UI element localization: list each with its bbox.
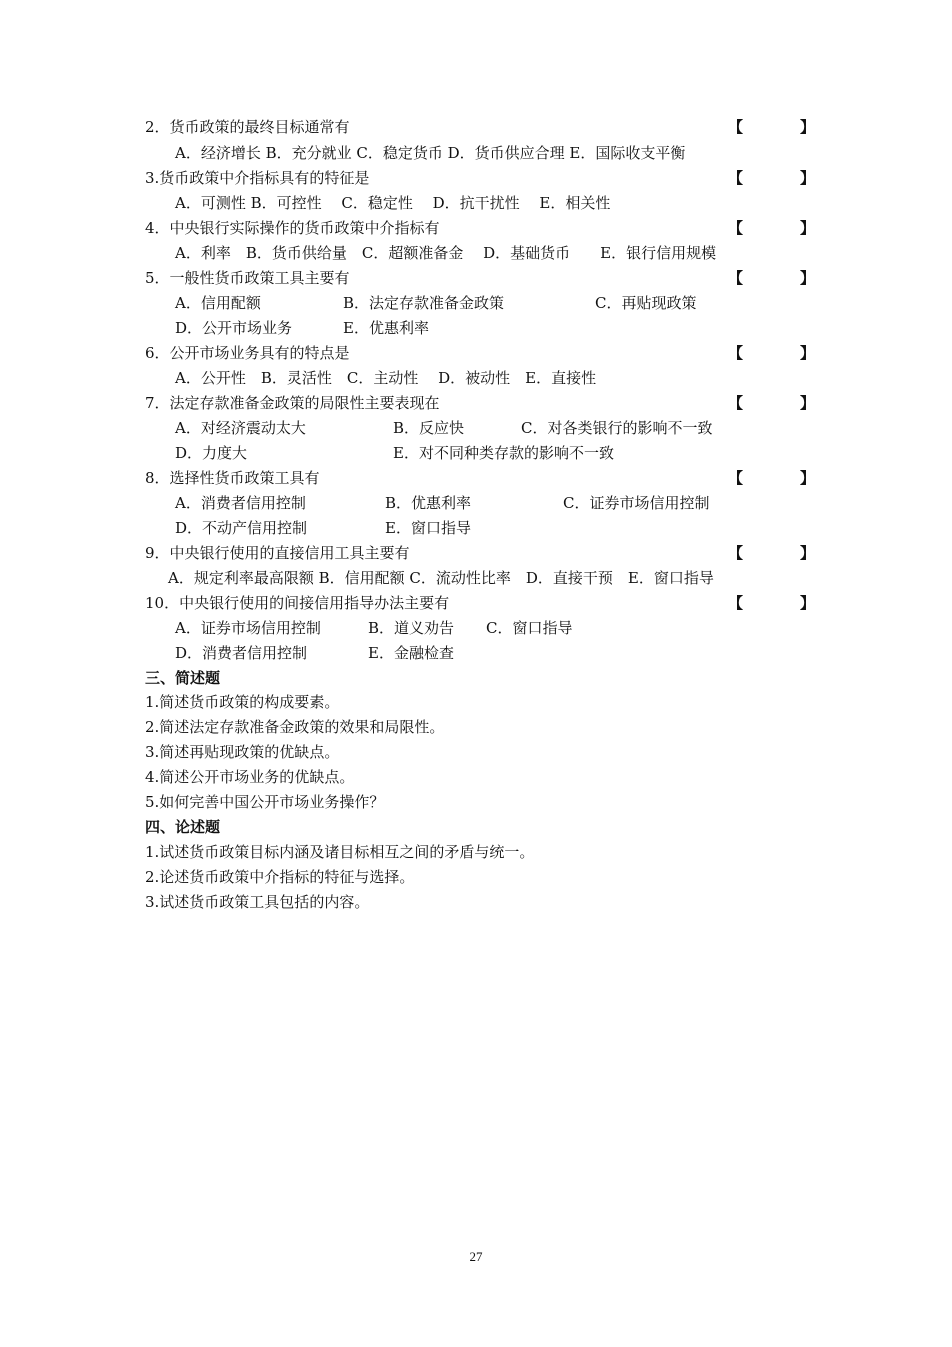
section-heading: 三、简述题 bbox=[145, 669, 221, 687]
option-a: A．信用配额 bbox=[175, 294, 261, 312]
answer-bracket-left: 【 bbox=[728, 594, 744, 612]
option-a: A．消费者信用控制 bbox=[175, 494, 306, 512]
answer-bracket-right: 】 bbox=[800, 118, 816, 136]
question-options: A．经济增长 B．充分就业 C．稳定货币 D．货币供应合理 E．国际收支平衡 bbox=[175, 144, 686, 162]
answer-bracket-right: 】 bbox=[800, 394, 816, 412]
question-options: A．可测性 B．可控性 C．稳定性 D．抗干扰性 E．相关性 bbox=[175, 194, 611, 212]
option-c: C．证券市场信用控制 bbox=[563, 494, 710, 512]
question-stem: 5．一般性货币政策工具主要有 bbox=[145, 269, 350, 287]
answer-bracket-right: 】 bbox=[800, 169, 816, 187]
answer-bracket-right: 】 bbox=[800, 269, 816, 287]
option-d: D．不动产信用控制 bbox=[175, 519, 308, 537]
answer-bracket-left: 【 bbox=[728, 394, 744, 412]
answer-bracket-right: 】 bbox=[800, 544, 816, 562]
answer-bracket-right: 】 bbox=[800, 594, 816, 612]
essay-item: 2.论述货币政策中介指标的特征与选择。 bbox=[145, 868, 415, 886]
answer-bracket-left: 【 bbox=[728, 544, 744, 562]
question-stem: 4．中央银行实际操作的货币政策中介指标有 bbox=[145, 219, 440, 237]
option-e: E．窗口指导 bbox=[385, 519, 471, 537]
question-stem: 2．货币政策的最终目标通常有 bbox=[145, 118, 350, 136]
answer-bracket-right: 】 bbox=[800, 344, 816, 362]
question-stem: 10．中央银行使用的间接信用指导办法主要有 bbox=[145, 594, 450, 612]
answer-bracket-left: 【 bbox=[728, 118, 744, 136]
short-answer-item: 2.简述法定存款准备金政策的效果和局限性。 bbox=[145, 718, 445, 736]
essay-item: 3.试述货币政策工具包括的内容。 bbox=[145, 893, 370, 911]
section-heading: 四、论述题 bbox=[145, 818, 221, 836]
option-b: B．法定存款准备金政策 bbox=[343, 294, 505, 312]
question-stem: 7．法定存款准备金政策的局限性主要表现在 bbox=[145, 394, 440, 412]
essay-item: 1.试述货币政策目标内涵及诸目标相互之间的矛盾与统一。 bbox=[145, 843, 535, 861]
answer-bracket-right: 】 bbox=[800, 219, 816, 237]
option-e: E．对不同种类存款的影响不一致 bbox=[393, 444, 614, 462]
option-e: E．金融检查 bbox=[368, 644, 454, 662]
short-answer-item: 1.简述货币政策的构成要素。 bbox=[145, 693, 340, 711]
question-stem: 9．中央银行使用的直接信用工具主要有 bbox=[145, 544, 410, 562]
question-options: A．利率 B．货币供给量 C．超额准备金 D．基础货币 E．银行信用规模 bbox=[175, 244, 717, 262]
short-answer-item: 4.简述公开市场业务的优缺点。 bbox=[145, 768, 355, 786]
short-answer-item: 5.如何完善中国公开市场业务操作？ bbox=[145, 793, 385, 811]
option-d: D．消费者信用控制 bbox=[175, 644, 308, 662]
option-a: A．对经济震动太大 bbox=[175, 419, 306, 437]
option-d: D．力度大 bbox=[175, 444, 248, 462]
answer-bracket-left: 【 bbox=[728, 344, 744, 362]
answer-bracket-right: 】 bbox=[800, 469, 816, 487]
short-answer-item: 3.简述再贴现政策的优缺点。 bbox=[145, 743, 340, 761]
option-a: A．证券市场信用控制 bbox=[175, 619, 321, 637]
option-b: B．优惠利率 bbox=[385, 494, 472, 512]
option-e: E．优惠利率 bbox=[343, 319, 429, 337]
question-options: A．公开性 B．灵活性 C．主动性 D．被动性 E．直接性 bbox=[175, 369, 597, 387]
question-stem: 8．选择性货币政策工具有 bbox=[145, 469, 320, 487]
question-stem: 3.货币政策中介指标具有的特征是 bbox=[145, 169, 370, 187]
option-b: B．道义劝告 bbox=[368, 619, 455, 637]
option-c: C．窗口指导 bbox=[486, 619, 573, 637]
answer-bracket-left: 【 bbox=[728, 169, 744, 187]
answer-bracket-left: 【 bbox=[728, 269, 744, 287]
question-stem: 6．公开市场业务具有的特点是 bbox=[145, 344, 350, 362]
option-b: B．反应快 bbox=[393, 419, 465, 437]
answer-bracket-left: 【 bbox=[728, 219, 744, 237]
option-c: C．对各类银行的影响不一致 bbox=[521, 419, 713, 437]
page-number: 27 bbox=[469, 1249, 483, 1264]
option-d: D．公开市场业务 bbox=[175, 319, 293, 337]
question-options: A．规定利率最高限额 B．信用配额 C．流动性比率 D．直接干预 E．窗口指导 bbox=[168, 569, 714, 587]
answer-bracket-left: 【 bbox=[728, 469, 744, 487]
option-c: C．再贴现政策 bbox=[595, 294, 697, 312]
